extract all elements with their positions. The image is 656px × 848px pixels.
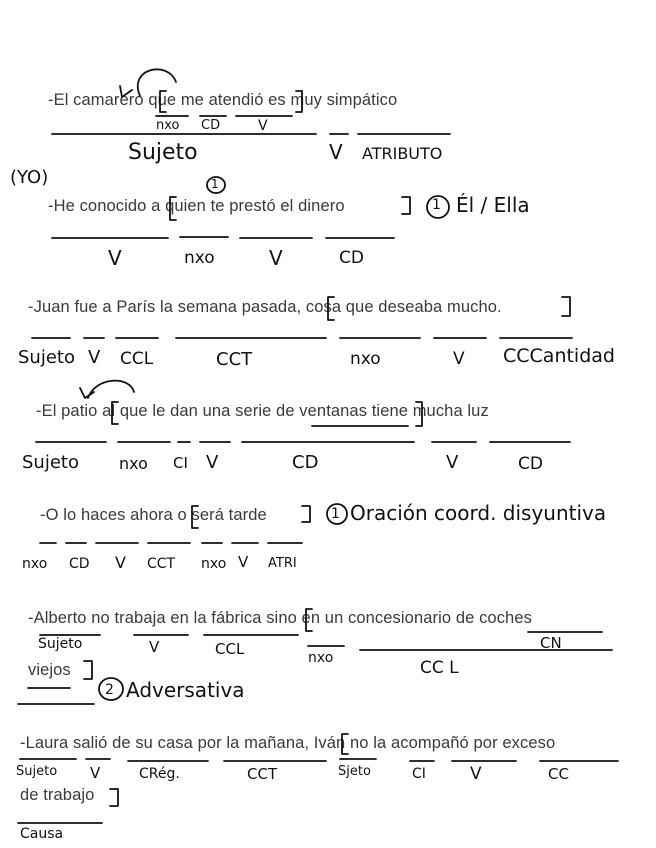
label-nxo: nxo [22,556,48,572]
label-atri: ATRI [268,556,297,571]
label-ccl: CCL [215,640,245,658]
label-sujeto: Sujeto [22,452,79,473]
label-cd: CD [518,454,543,474]
label-ccl: CCL [120,349,154,369]
label-oracion-coord-disyuntiva: Oración coord. disyuntiva [350,501,607,525]
sentence-6-continuation: viejos [28,661,71,679]
label-number-1: 1 [331,506,340,522]
label-sujeto: Sjeto [338,764,371,779]
sentence-5: -O lo haces ahora o será tarde [40,506,267,524]
sentence-7-continuation: de trabajo [20,786,95,804]
label-sujeto: Sujeto [16,764,58,779]
label-el-ella: Él / Ella [456,193,530,217]
label-ci: CI [412,766,426,782]
label-cd: CD [201,118,221,133]
label-cd: CD [292,452,319,473]
label-cct: CCT [147,556,176,572]
sentence-6: -Alberto no trabaja en la fábrica sino en un concesionario de coches [28,609,532,627]
label-sujeto: Sujeto [18,347,75,368]
label-yo: (YO) [10,167,49,188]
label-adversativa: Adversativa [126,678,245,702]
label-number-1: 1 [211,177,219,191]
label-nxo: nxo [184,248,215,268]
label-nxo: nxo [119,454,148,473]
label-sujeto: Sujeto [38,636,83,652]
label-cd: CD [69,556,90,572]
label-v: V [446,452,459,473]
label-v: V [108,246,122,270]
label-causa: Causa [20,826,64,842]
label-v: V [269,246,283,270]
label-nxo: nxo [201,556,227,572]
label-number-2: 2 [105,682,114,698]
label-cccantidad: CCCantidad [503,345,615,367]
label-cc: CC [548,765,569,783]
label-v: V [329,140,343,164]
label-v: V [90,764,101,782]
label-nxo: nxo [350,349,381,369]
sentence-4: -El patio al que le dan una serie de ventanas tiene mucha luz [36,402,489,420]
label-cct: CCT [247,765,278,783]
label-cn: CN [540,634,562,652]
label-creg: CRég. [139,766,180,782]
label-ccl: CC L [420,658,459,678]
arrow [88,381,134,398]
sentence-3: -Juan fue a París la semana pasada, cosa que deseaba mucho. [28,298,502,316]
label-v: V [115,553,126,572]
label-v: V [206,452,219,473]
label-cct: CCT [216,349,253,370]
bracket [562,297,570,316]
label-nxo: nxo [156,118,180,133]
bracket [402,197,410,214]
label-v: V [258,118,268,134]
label-cd: CD [339,248,364,268]
arrow [80,388,94,398]
label-atributo: ATRIBUTO [362,144,443,163]
label-v: V [149,638,160,656]
sentence-1: -El camarero que me atendió es muy simpático [48,91,398,109]
label-nxo: nxo [308,650,334,666]
bracket [84,661,92,679]
label-v: V [88,347,101,368]
sentence-2: -He conocido a quien te prestó el dinero [48,197,345,215]
sentence-7: -Laura salió de su casa por la mañana, Iván no la acompañó por exceso [20,734,556,752]
label-ci: CI [173,454,188,472]
label-sujeto: Sujeto [128,140,198,165]
bracket [110,789,118,806]
label-v: V [453,349,465,369]
label-number-1: 1 [432,197,441,213]
label-v: V [238,553,249,571]
label-v: V [470,764,482,784]
bracket [302,506,310,522]
